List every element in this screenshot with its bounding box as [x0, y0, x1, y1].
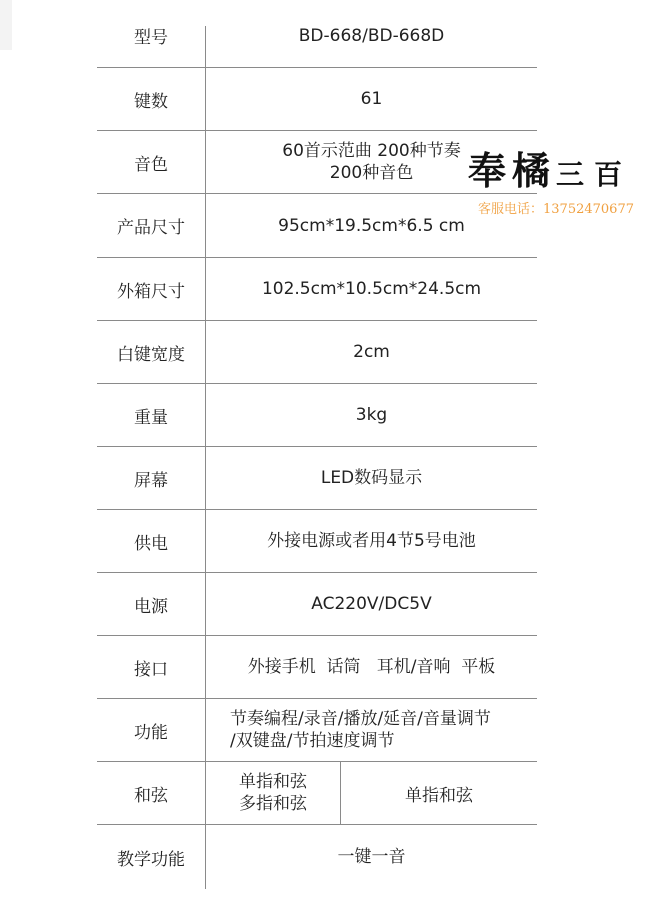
row-screen: [97, 447, 537, 510]
row-value-line: 单指和弦: [239, 772, 307, 792]
chord-left-cell: [206, 762, 341, 824]
brand-name: [468, 140, 632, 195]
row-value: LED数码显示: [320, 468, 423, 488]
row-value: BD-668/BD-668D: [298, 25, 445, 46]
row-label: 和弦: [134, 785, 168, 806]
chord-right-cell: 单指和弦: [405, 785, 473, 806]
row-label: 接口: [134, 659, 168, 680]
row-label: 屏幕: [134, 470, 168, 491]
row-label: 型号: [134, 28, 168, 48]
row-ports: [97, 636, 537, 699]
brand-name-sub: 三百: [556, 158, 633, 191]
row-box-size: [97, 258, 537, 321]
row-label: 功能: [134, 722, 168, 743]
row-value-line: 60首示范曲 200种节奏: [282, 141, 461, 161]
row-label: 外箱尺寸: [117, 281, 185, 302]
row-value: 外接手机 话筒 耳机/音响 平板: [247, 657, 496, 677]
row-value: [206, 699, 537, 761]
row-white-key-width: [97, 321, 537, 384]
row-value: 一键一音: [337, 847, 406, 867]
row-value: 102.5cm*10.5cm*24.5cm: [261, 279, 482, 299]
row-value-line: 200种音色: [329, 163, 414, 183]
row-power: [97, 573, 537, 636]
row-keys: [97, 68, 537, 131]
row-label: 电源: [134, 596, 168, 617]
row-value: 61: [360, 89, 383, 109]
row-functions: [97, 699, 537, 762]
row-teaching: [97, 825, 537, 889]
brand-watermark: [468, 140, 648, 230]
row-label: 键数: [134, 91, 168, 112]
row-weight: [97, 384, 537, 447]
row-label: 教学功能: [117, 849, 185, 870]
row-value-line: /双键盘/节拍速度调节: [230, 731, 395, 751]
corner-mark: [0, 0, 12, 50]
row-label: 重量: [134, 407, 168, 428]
row-model: [97, 4, 537, 68]
row-value: AC220V/DC5V: [311, 594, 432, 614]
row-value-line: 节奏编程/录音/播放/延音/音量调节: [230, 709, 491, 729]
spec-table: [97, 4, 537, 889]
row-label: 白键宽度: [117, 344, 185, 365]
row-label: 产品尺寸: [117, 218, 185, 238]
row-value: 3kg: [355, 405, 388, 425]
row-value-line: 多指和弦: [239, 794, 307, 814]
row-label: 音色: [134, 154, 168, 175]
service-phone: 客服电话：13752470677: [478, 202, 634, 217]
row-value: 外接电源或者用4节5号电池: [267, 531, 476, 551]
row-value: 2cm: [353, 342, 390, 362]
row-chords: [97, 762, 537, 825]
brand-name-main: 奉橘: [468, 148, 557, 193]
row-label: 供电: [134, 533, 168, 554]
row-power-supply: [97, 510, 537, 573]
row-value: 95cm*19.5cm*6.5 cm: [278, 215, 465, 236]
